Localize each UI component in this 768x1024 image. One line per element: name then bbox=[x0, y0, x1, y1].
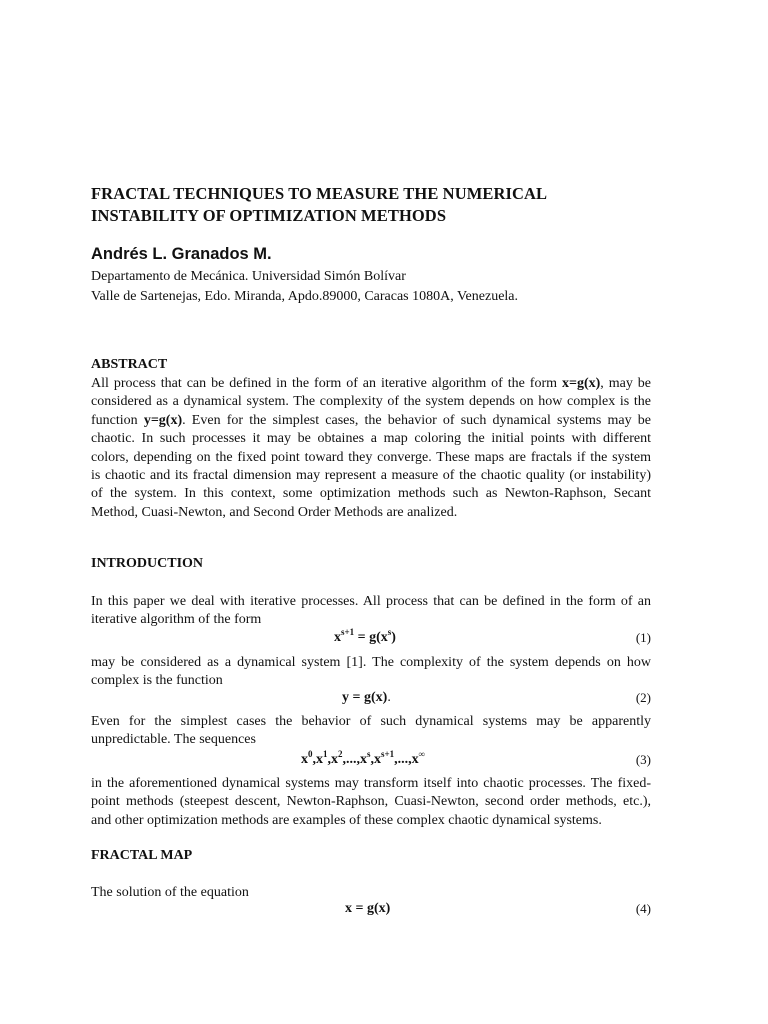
author-name: Andrés L. Granados M. bbox=[91, 245, 272, 263]
text-line: In this paper we deal with iterative processes. All process that can be defined in the form of an bbox=[91, 594, 651, 609]
intro-paragraph-3 bbox=[91, 713, 651, 750]
text-line: point methods (steepest descent, Newton-Raphson, Cuasi-Newton, second order methods, etc.), bbox=[91, 794, 651, 810]
equation-4 bbox=[91, 901, 651, 921]
equation-number: (1) bbox=[635, 630, 651, 645]
text-line: Method, Cuasi-Newton, and Second Order Methods are analized. bbox=[91, 504, 458, 520]
equation-expression: $x^{s+1} = g(x^s)$ bbox=[334, 627, 396, 645]
equation-number: (4) bbox=[635, 901, 651, 916]
equation-1 bbox=[91, 627, 651, 650]
text-line: and other optimization methods are examples of these complex chaotic dynamical systems. bbox=[91, 812, 602, 828]
author-affiliation bbox=[91, 267, 518, 307]
text-line: is chaotic and its fractal dimension may represent a measure of the chaotic quality (or instability) bbox=[91, 468, 651, 484]
text-line: iterative algorithm of the form bbox=[91, 612, 262, 628]
abstract-paragraph bbox=[91, 375, 651, 522]
equation-expression: x = g(x) bbox=[345, 901, 391, 916]
text-line: in the aforementioned dynamical systems may transform itself into chaotic processes. The fixed- bbox=[91, 776, 651, 791]
equation-expression: y = g(x). bbox=[342, 690, 391, 705]
text-line: chaotic. In such processes it may be obtaines a map coloring the initial points with different bbox=[91, 431, 651, 447]
affiliation-line: Departamento de Mecánica. Universidad Simón Bolívar bbox=[91, 269, 406, 284]
equation-number: (3) bbox=[635, 752, 651, 767]
intro-paragraph-1 bbox=[91, 593, 651, 630]
fractal-map-heading: FRACTAL MAP bbox=[91, 848, 193, 863]
text-line: The solution of the equation bbox=[91, 885, 249, 900]
title-line: INSTABILITY OF OPTIMIZATION METHODS bbox=[91, 206, 447, 225]
title-line: FRACTAL TECHNIQUES TO MEASURE THE NUMERICAL bbox=[91, 184, 548, 203]
equation-3 bbox=[91, 749, 651, 772]
text-line: complex is the function bbox=[91, 673, 223, 689]
text-line: colors, depending on the fixed point toward they converge. These maps are fractals if the system bbox=[91, 449, 651, 465]
text-line: considered as a dynamical system. The complexity of the system depends on how complex is the bbox=[91, 394, 651, 410]
equation-number: (2) bbox=[635, 690, 651, 705]
fractal-map-paragraph bbox=[91, 884, 651, 902]
introduction-heading: INTRODUCTION bbox=[91, 556, 204, 571]
equation-expression: $x^0,x^1,x^2,...,x^s,x^{s+1},...,x^\infty$ bbox=[301, 749, 426, 767]
text-line: function y=g(x). Even for the simplest cases, the behavior of such dynamical systems may be bbox=[91, 412, 652, 428]
text-line: Even for the simplest cases the behavior of such dynamical systems may be apparently bbox=[91, 714, 651, 729]
equation-2 bbox=[91, 690, 651, 710]
abstract-heading: ABSTRACT bbox=[91, 357, 168, 372]
affiliation-line: Valle de Sartenejas, Edo. Miranda, Apdo.89000, Caracas 1080A, Venezuela. bbox=[91, 289, 519, 304]
text-line: of the system. In this context, some optimization methods such as Newton-Raphson, Secant bbox=[91, 486, 651, 502]
intro-paragraph-4 bbox=[91, 775, 651, 830]
text-line: All process that can be defined in the form of an iterative algorithm of the form x=g(x), may be bbox=[91, 376, 651, 391]
paper-title bbox=[91, 183, 691, 227]
intro-paragraph-2 bbox=[91, 654, 651, 691]
text-line: may be considered as a dynamical system [1]. The complexity of the system depends on how bbox=[91, 655, 651, 670]
text-line: unpredictable. The sequences bbox=[91, 732, 256, 748]
